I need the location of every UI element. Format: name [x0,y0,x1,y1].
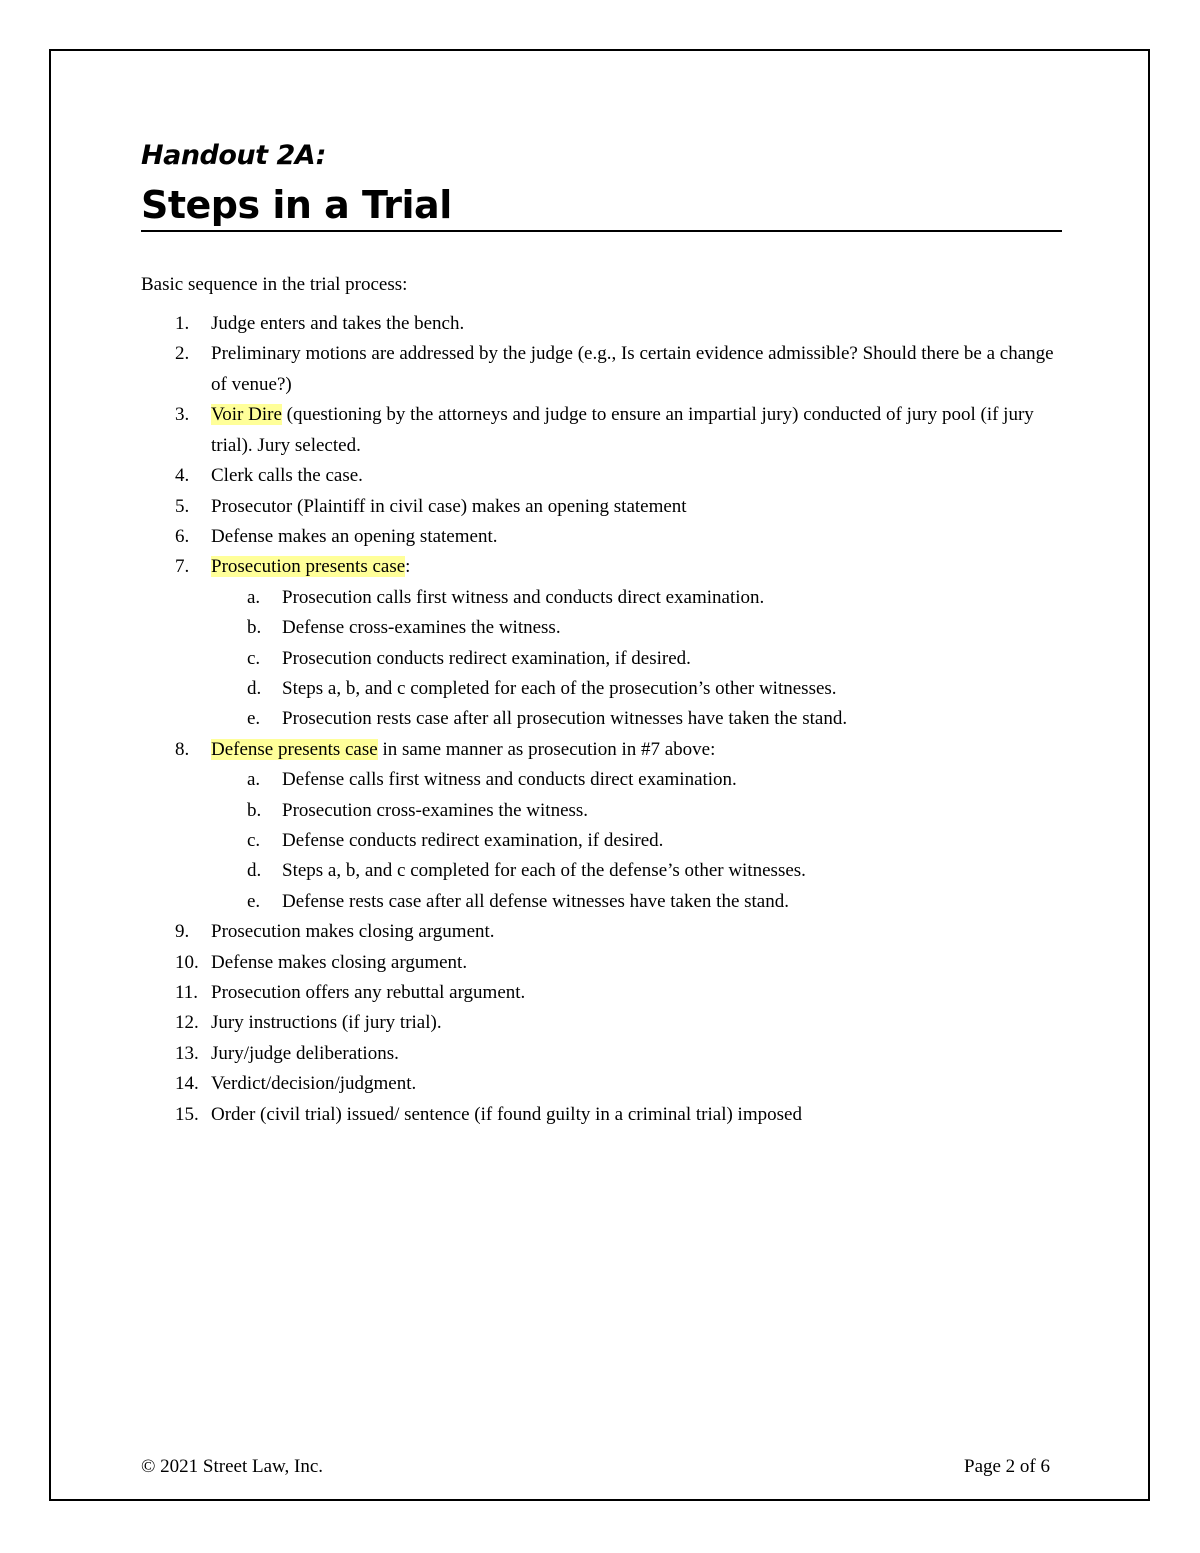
step-number: 5. [175,495,190,517]
step-text: Jury instructions (if jury trial). [211,1012,442,1034]
step-text: (questioning by the attorneys and judge to ensure an impartial jury) conducted of jury pool (if jury trial). Jury selected. [211,404,1034,456]
step-number: 13. [175,1042,199,1064]
sub-step-text: Prosecution calls first witness and conducts direct examination. [282,586,765,608]
footer-page-number: Page 2 of 6 [964,1456,1051,1477]
document-body [141,140,1062,1130]
step-text: : [405,556,411,578]
sub-step-item [211,704,1062,734]
sub-step-letter: e. [247,708,261,730]
step-item [141,1100,1062,1130]
sub-step-letter: d. [247,677,262,699]
sub-step-item [211,796,1062,826]
step-number: 11. [175,982,199,1004]
handout-label: Handout 2A: [141,140,326,171]
step-item [141,1008,1062,1038]
sub-step-text: Defense rests case after all defense witnesses have taken the stand. [282,890,789,912]
sub-step-letter: c. [247,829,261,851]
step-item [141,1039,1062,1069]
sub-step-letter: a. [247,586,261,608]
step-item [141,339,1062,400]
step-item [141,978,1062,1008]
step-text: Defense makes closing argument. [211,951,468,973]
step-text: Order (civil trial) issued/ sentence (if found guilty in a criminal trial) imposed [211,1103,802,1125]
step-text: Defense makes an opening statement. [211,525,498,547]
step-text: Clerk calls the case. [211,465,363,487]
step-item [141,1069,1062,1099]
sub-step-text: Steps a, b, and c completed for each of the defense’s other witnesses. [282,860,806,882]
step-item [141,309,1062,339]
sub-step-letter: b. [247,799,262,821]
sub-steps-list [211,765,1062,917]
step-number: 12. [175,1012,199,1034]
step-number: 15. [175,1103,199,1125]
step-item [141,948,1062,978]
sub-step-item [211,674,1062,704]
page-title: Steps in a Trial [141,184,1062,232]
step-text: in same manner as prosecution in #7 above: [377,738,716,760]
step-number: 2. [175,343,190,365]
sub-step-letter: e. [247,890,261,912]
step-item [141,917,1062,947]
step-number: 9. [175,921,190,943]
highlighted-term: Defense presents case [211,738,378,760]
sub-step-item [211,856,1062,886]
sub-step-text: Prosecution conducts redirect examination, if desired. [282,647,691,669]
sub-step-text: Steps a, b, and c completed for each of the prosecution’s other witnesses. [282,677,837,699]
sub-step-item [211,765,1062,795]
step-number: 1. [175,313,190,335]
sub-step-item [211,644,1062,674]
sub-step-letter: a. [247,769,261,791]
step-item [141,552,1062,734]
intro-text: Basic sequence in the trial process: [141,274,408,296]
sub-step-text: Defense cross-examines the witness. [282,617,561,639]
sub-step-text: Defense calls first witness and conducts direct examination. [282,769,737,791]
step-text: Preliminary motions are addressed by the judge (e.g., Is certain evidence admissible? Should there be a change of venue?) [211,343,1054,395]
step-item [141,400,1062,461]
step-number: 10. [175,951,199,973]
step-number: 6. [175,525,190,547]
step-text: Prosecution makes closing argument. [211,921,495,943]
sub-step-item [211,887,1062,917]
highlighted-term: Prosecution presents case [211,556,406,578]
step-text: Jury/judge deliberations. [211,1042,399,1064]
step-text: Prosecutor (Plaintiff in civil case) makes an opening statement [211,495,687,517]
step-text: Verdict/decision/judgment. [211,1073,417,1095]
step-number: 14. [175,1073,199,1095]
sub-step-letter: b. [247,617,262,639]
highlighted-term: Voir Dire [211,404,282,426]
sub-step-text: Prosecution rests case after all prosecution witnesses have taken the stand. [282,708,848,730]
steps-list [141,309,1062,1130]
step-number: 7. [175,556,190,578]
step-item [141,492,1062,522]
sub-step-item [211,826,1062,856]
sub-step-text: Defense conducts redirect examination, if desired. [282,829,664,851]
step-item [141,461,1062,491]
step-number: 3. [175,404,190,426]
step-text: Prosecution offers any rebuttal argument. [211,982,526,1004]
step-number: 8. [175,738,190,760]
step-item [141,522,1062,552]
sub-step-letter: c. [247,647,261,669]
step-text: Judge enters and takes the bench. [211,313,465,335]
sub-step-text: Prosecution cross-examines the witness. [282,799,589,821]
sub-step-letter: d. [247,860,262,882]
step-item [141,735,1062,917]
sub-step-item [211,583,1062,613]
footer-copyright: © 2021 Street Law, Inc. [141,1456,324,1477]
step-number: 4. [175,465,190,487]
sub-step-item [211,613,1062,643]
sub-steps-list [211,583,1062,735]
